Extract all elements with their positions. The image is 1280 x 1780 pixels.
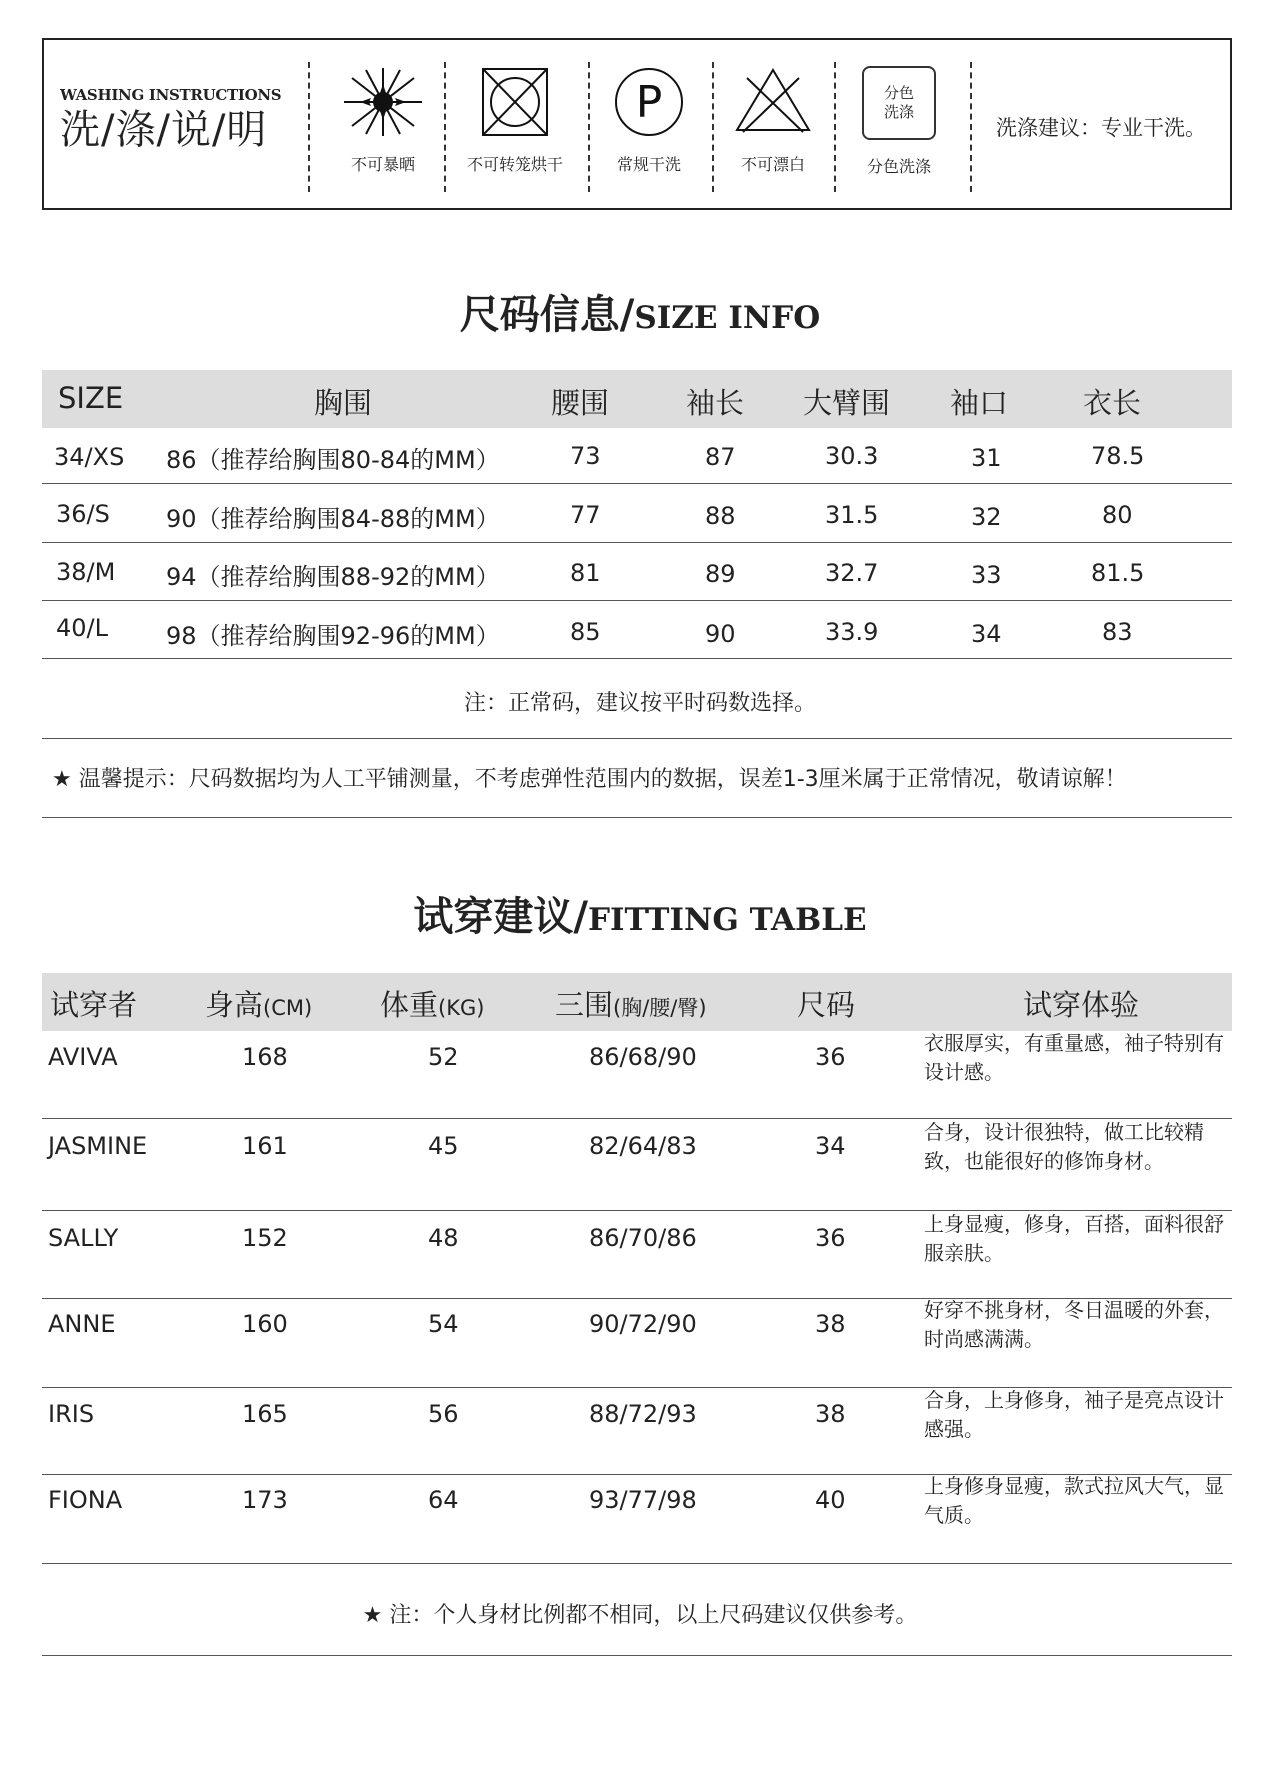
cell-tester: AVIVA (48, 1043, 118, 1071)
no-bleach-symbol (718, 66, 828, 175)
cell-experience: 上身修身显瘦，款式拉风大气，显气质。 (924, 1474, 1224, 1527)
header-height-label: 身高 (205, 988, 264, 1022)
header-weight-label: 体重 (380, 988, 439, 1022)
cell-size: 36/S (56, 500, 110, 528)
cell-tester: FIONA (48, 1486, 123, 1514)
no-bleach-icon (733, 66, 813, 136)
no-tumble-dry-symbol (450, 66, 580, 175)
header-cuff: 袖口 (950, 386, 1009, 420)
cell-height: 160 (242, 1310, 288, 1338)
cell-size: 40 (815, 1486, 846, 1514)
size-info-title-zh: 尺码信息/ (459, 292, 635, 338)
row-divider (42, 542, 1232, 543)
header-weight (380, 983, 484, 1024)
cell-waist: 73 (570, 442, 601, 470)
cell-weight: 48 (428, 1224, 459, 1252)
cell-chest: 86（推荐给胸围80-84的MM） (166, 446, 500, 474)
cell-upper-arm: 30.3 (825, 442, 879, 470)
fitting-title-zh: 试穿建议/ (413, 894, 588, 940)
cell-chest: 90（推荐给胸围84-88的MM） (166, 505, 500, 533)
cell-measurements: 86/70/86 (589, 1224, 697, 1252)
cell-cuff: 31 (971, 444, 1002, 472)
cell-height: 152 (242, 1224, 288, 1252)
cell-height: 173 (242, 1486, 288, 1514)
header-weight-unit: (KG) (438, 996, 485, 1020)
cell-experience: 合身，设计很独特，做工比较精致，也能很好的修饰身材。 (924, 1120, 1204, 1173)
washing-advice: 洗涤建议：专业干洗。 (996, 116, 1206, 140)
header-measurements (555, 983, 707, 1024)
row-divider (42, 600, 1232, 601)
cell-experience: 好穿不挑身材，冬日温暖的外套，时尚感满满。 (924, 1298, 1224, 1351)
cell-chest: 94（推荐给胸围88-92的MM） (166, 563, 500, 591)
cell-sleeve: 90 (705, 620, 736, 648)
cell-waist: 77 (570, 501, 601, 529)
cell-size: 36 (815, 1224, 846, 1252)
cell-size: 36 (815, 1043, 846, 1071)
wash-separately-icon (862, 66, 936, 140)
cell-size: 34 (815, 1132, 846, 1160)
header-measure-unit: (胸/腰/臀) (613, 996, 707, 1020)
header-tester: 试穿者 (50, 988, 138, 1022)
divider (588, 62, 590, 192)
cell-length: 81.5 (1091, 559, 1145, 587)
header-size: 尺码 (797, 988, 856, 1022)
cell-weight: 45 (428, 1132, 459, 1160)
sun-icon (338, 66, 428, 138)
cell-experience: 上身显瘦，修身，百搭，面料很舒服亲肤。 (924, 1212, 1224, 1265)
cell-height: 168 (242, 1043, 288, 1071)
cell-size: 40/L (56, 614, 108, 642)
icon-box-text: 洗涤 (883, 103, 914, 121)
icon-box-text: 分色 (883, 84, 914, 102)
cell-length: 78.5 (1091, 442, 1145, 470)
header-chest: 胸围 (314, 386, 373, 420)
cell-size: 38/M (56, 558, 116, 586)
washing-title-zh: 洗/涤/说/明 (60, 107, 268, 153)
cell-measurements: 93/77/98 (589, 1486, 697, 1514)
header-waist: 腰围 (551, 386, 610, 420)
cell-chest: 98（推荐给胸围92-96的MM） (166, 622, 500, 650)
size-note: 注：正常码，建议按平时码数选择。 (463, 691, 816, 716)
header-height (205, 983, 312, 1024)
cell-length: 83 (1102, 618, 1133, 646)
header-size: SIZE (58, 381, 124, 415)
row-divider (42, 658, 1232, 659)
cell-weight: 52 (428, 1043, 459, 1071)
cell-sleeve: 88 (705, 502, 736, 530)
icon-caption: 常规干洗 (616, 155, 681, 174)
icon-caption: 分色洗涤 (866, 157, 931, 176)
header-height-unit: (CM) (263, 996, 313, 1020)
cell-sleeve: 87 (705, 443, 736, 471)
cell-height: 161 (242, 1132, 288, 1160)
header-measure-label: 三围 (555, 988, 614, 1022)
divider (970, 62, 972, 192)
wash-separately-symbol (844, 66, 954, 177)
cell-size: 34/XS (54, 443, 125, 471)
dry-clean-symbol (594, 66, 704, 175)
cell-measurements: 90/72/90 (589, 1310, 697, 1338)
svg-text:P: P (635, 77, 663, 128)
washing-title (60, 86, 290, 154)
cell-measurements: 82/64/83 (589, 1132, 697, 1160)
row-divider (42, 1563, 1232, 1564)
divider (834, 62, 836, 192)
no-sun-exposure-symbol (328, 66, 438, 175)
cell-upper-arm: 33.9 (825, 618, 879, 646)
cell-experience: 合身，上身修身，袖子是亮点设计感强。 (924, 1388, 1224, 1441)
cell-tester: ANNE (48, 1310, 116, 1338)
icon-caption: 不可转笼烘干 (466, 155, 563, 174)
row-divider (42, 483, 1232, 484)
fitting-title-en: FITTING TABLE (587, 902, 867, 938)
cell-size: 38 (815, 1310, 846, 1338)
cell-waist: 85 (570, 618, 601, 646)
cell-upper-arm: 32.7 (825, 559, 879, 587)
cell-height: 165 (242, 1400, 288, 1428)
cell-cuff: 33 (971, 561, 1002, 589)
divider (712, 62, 714, 192)
fitting-title (0, 885, 1280, 942)
icon-caption: 不可暴晒 (350, 155, 415, 174)
cell-weight: 56 (428, 1400, 459, 1428)
cell-weight: 64 (428, 1486, 459, 1514)
cell-measurements: 86/68/90 (589, 1043, 697, 1071)
cell-tester: JASMINE (48, 1132, 148, 1160)
fitting-note: ★ 注：个人身材比例都不相同，以上尺码建议仅供参考。 (362, 1603, 918, 1628)
size-table-header (42, 370, 1232, 428)
divider (444, 62, 446, 192)
size-tip: ★ 温馨提示：尺码数据均为人工平铺测量，不考虑弹性范围内的数据，误差1-3厘米属于正常情况，敬请谅解！ (52, 767, 1127, 792)
cell-experience: 衣服厚实，有重量感，袖子特别有设计感。 (924, 1031, 1224, 1084)
header-upper-arm: 大臂围 (803, 386, 891, 420)
row-divider (42, 1655, 1232, 1656)
header-length: 衣长 (1083, 386, 1142, 420)
cell-size: 38 (815, 1400, 846, 1428)
cell-cuff: 32 (971, 503, 1002, 531)
dry-clean-p-icon (613, 66, 685, 138)
row-divider (42, 738, 1232, 739)
cell-tester: IRIS (48, 1400, 95, 1428)
cell-tester: SALLY (48, 1224, 119, 1252)
cell-length: 80 (1102, 501, 1133, 529)
washing-instructions-box (42, 38, 1232, 210)
header-sleeve: 袖长 (686, 386, 745, 420)
washing-title-en: WASHING INSTRUCTIONS (60, 86, 282, 104)
cell-measurements: 88/72/93 (589, 1400, 697, 1428)
size-info-title-en: SIZE INFO (634, 300, 821, 336)
icon-caption: 不可漂白 (740, 155, 805, 174)
divider (308, 62, 310, 192)
no-tumble-dry-icon (480, 66, 550, 138)
cell-upper-arm: 31.5 (825, 501, 879, 529)
header-experience: 试穿体验 (1023, 988, 1140, 1022)
cell-waist: 81 (570, 559, 601, 587)
cell-weight: 54 (428, 1310, 459, 1338)
cell-sleeve: 89 (705, 560, 736, 588)
cell-cuff: 34 (971, 620, 1002, 648)
size-info-title (0, 283, 1280, 340)
row-divider (42, 817, 1232, 818)
